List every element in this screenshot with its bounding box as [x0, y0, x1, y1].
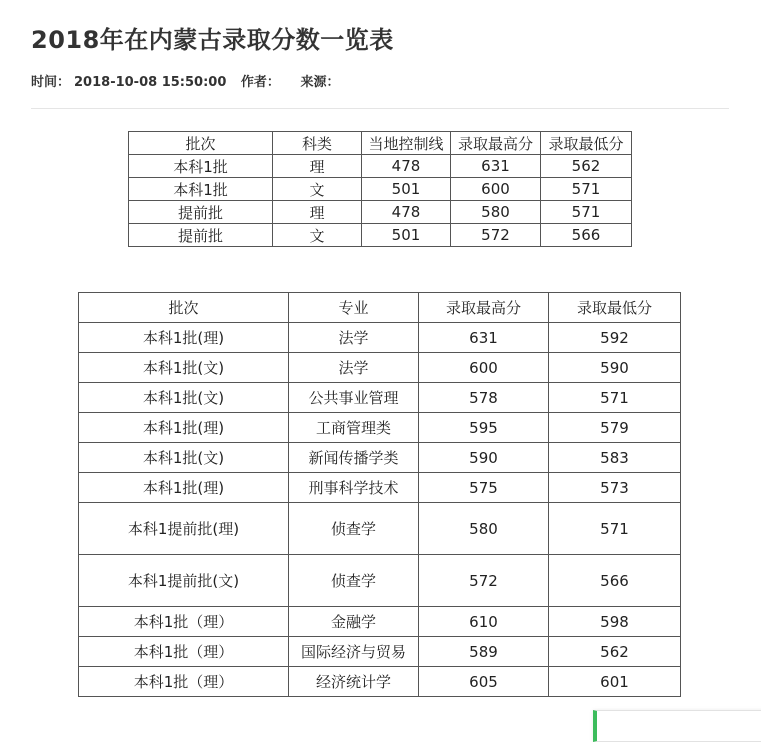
source-label: 来源： [300, 75, 340, 90]
batch-cell: 本科1批 [129, 178, 273, 201]
table-row [129, 155, 632, 178]
batch-cell: 本科1提前批(文) [79, 555, 289, 607]
category-cell: 文 [273, 224, 362, 247]
table-row [79, 443, 681, 473]
author-label: 作者： [240, 75, 280, 90]
control-line-cell: 478 [362, 155, 451, 178]
major-cell: 侦查学 [289, 503, 419, 555]
header-cell: 科类 [273, 132, 362, 155]
batch-cell: 本科1提前批(理) [79, 503, 289, 555]
max-score-cell: 572 [451, 224, 541, 247]
max-score-cell: 580 [451, 201, 541, 224]
control-line-cell: 501 [362, 224, 451, 247]
batch-cell: 本科1批(文) [79, 443, 289, 473]
category-cell: 理 [273, 201, 362, 224]
batch-cell: 提前批 [129, 224, 273, 247]
header-cell: 专业 [289, 293, 419, 323]
min-score-cell: 598 [549, 607, 681, 637]
control-line-cell: 478 [362, 201, 451, 224]
table-row [79, 555, 681, 607]
min-score-cell: 592 [549, 323, 681, 353]
header-cell: 批次 [79, 293, 289, 323]
table-header-row [129, 132, 632, 155]
min-score-cell: 590 [549, 353, 681, 383]
max-score-cell: 580 [419, 503, 549, 555]
header-cell: 录取最低分 [541, 132, 632, 155]
header-cell: 当地控制线 [362, 132, 451, 155]
major-cell: 侦查学 [289, 555, 419, 607]
batch-cell: 本科1批(理) [79, 473, 289, 503]
table-row [79, 607, 681, 637]
major-cell: 国际经济与贸易 [289, 637, 419, 667]
max-score-cell: 589 [419, 637, 549, 667]
max-score-cell: 572 [419, 555, 549, 607]
min-score-cell: 579 [549, 413, 681, 443]
time-value: 2018-10-08 15:50:00 [74, 75, 227, 90]
batch-cell: 本科1批（理） [79, 607, 289, 637]
major-cell: 新闻传播学类 [289, 443, 419, 473]
max-score-cell: 605 [419, 667, 549, 697]
batch-cell: 本科1批(文) [79, 383, 289, 413]
major-cell: 经济统计学 [289, 667, 419, 697]
min-score-cell: 571 [549, 503, 681, 555]
max-score-cell: 600 [419, 353, 549, 383]
table-row [79, 413, 681, 443]
max-score-cell: 578 [419, 383, 549, 413]
max-score-cell: 610 [419, 607, 549, 637]
batch-cell: 本科1批（理） [79, 667, 289, 697]
min-score-cell: 583 [549, 443, 681, 473]
major-score-table [78, 292, 681, 697]
table-row [79, 637, 681, 667]
min-score-cell: 566 [541, 224, 632, 247]
min-score-cell: 571 [541, 201, 632, 224]
table-row [79, 353, 681, 383]
table-row [129, 178, 632, 201]
max-score-cell: 575 [419, 473, 549, 503]
control-line-table [128, 131, 632, 247]
major-cell: 法学 [289, 323, 419, 353]
min-score-cell: 562 [541, 155, 632, 178]
table-row [129, 201, 632, 224]
time-label: 时间： [31, 75, 71, 90]
table-header-row [79, 293, 681, 323]
max-score-cell: 595 [419, 413, 549, 443]
table-row [79, 503, 681, 555]
header-cell: 批次 [129, 132, 273, 155]
batch-cell: 本科1批(文) [79, 353, 289, 383]
table-row [79, 667, 681, 697]
batch-cell: 本科1批(理) [79, 323, 289, 353]
header-cell: 录取最高分 [419, 293, 549, 323]
control-line-cell: 501 [362, 178, 451, 201]
major-cell: 工商管理类 [289, 413, 419, 443]
header-cell: 录取最低分 [549, 293, 681, 323]
max-score-cell: 631 [419, 323, 549, 353]
floating-widget[interactable] [593, 710, 761, 742]
max-score-cell: 631 [451, 155, 541, 178]
table-row [79, 323, 681, 353]
batch-cell: 本科1批（理） [79, 637, 289, 667]
min-score-cell: 571 [549, 383, 681, 413]
category-cell: 理 [273, 155, 362, 178]
major-cell: 刑事科学技术 [289, 473, 419, 503]
max-score-cell: 600 [451, 178, 541, 201]
min-score-cell: 566 [549, 555, 681, 607]
article-meta [31, 71, 343, 90]
batch-cell: 提前批 [129, 201, 273, 224]
category-cell: 文 [273, 178, 362, 201]
table-row [79, 473, 681, 503]
table-row [79, 383, 681, 413]
major-cell: 金融学 [289, 607, 419, 637]
table-row [129, 224, 632, 247]
min-score-cell: 573 [549, 473, 681, 503]
header-cell: 录取最高分 [451, 132, 541, 155]
max-score-cell: 590 [419, 443, 549, 473]
min-score-cell: 562 [549, 637, 681, 667]
min-score-cell: 571 [541, 178, 632, 201]
divider [31, 108, 729, 109]
major-cell: 公共事业管理 [289, 383, 419, 413]
min-score-cell: 601 [549, 667, 681, 697]
major-cell: 法学 [289, 353, 419, 383]
batch-cell: 本科1批 [129, 155, 273, 178]
page-title: 2018年在内蒙古录取分数一览表 [31, 26, 394, 54]
batch-cell: 本科1批(理) [79, 413, 289, 443]
